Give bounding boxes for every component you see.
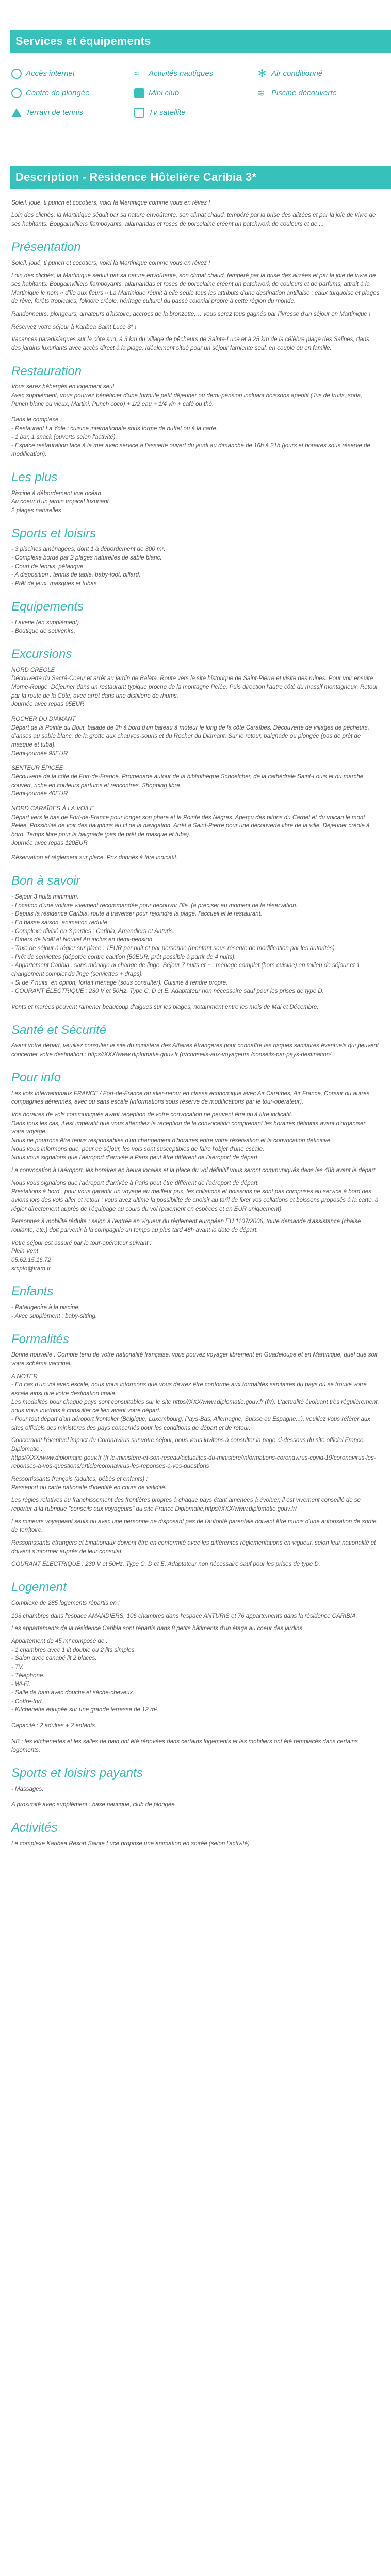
bonasavoir-line: - Taxe de séjour à régler sur place : 1EUR par nuit et par personne (montant sous réserve de modification par les autorités). (11, 945, 336, 952)
logement-line: - Wi-Fi. (11, 1681, 30, 1688)
logement-line: Appartement de 45 m² composé de : (11, 1638, 108, 1645)
amenity-label: Air conditionné (271, 69, 323, 78)
wave-icon: ≈ (134, 68, 139, 79)
spacer (11, 1793, 380, 1801)
plus-line: Piscine à débordement vue océan (11, 490, 101, 497)
sports-line: - Court de tennis, pétanque. (11, 563, 85, 570)
intro-line: Loin des clichés, la Martinique séduit par sa nature envoûtante, son climat chaud, tempéré par la brise des alizées et par la joie de vivre de ses habitants. Bougainvilliers flamboyants, allamandas et roses de porcelaine créent un patchwork de couleurs et de ... (11, 212, 376, 228)
restauration-line: - 1 bar, 1 snack (ouverts selon l'activité). (11, 434, 117, 440)
logement-line: - Salle de bain avec douche et sèche-cheveux. (11, 1689, 135, 1696)
excursion-price: Journée avec repas 120EUR (11, 840, 88, 846)
equipements-title: Equipements (11, 599, 84, 614)
logement-body (11, 1599, 380, 1755)
equipements-body (11, 619, 380, 636)
bonasavoir-body (11, 893, 380, 1012)
services-grid (11, 53, 380, 140)
diving-icon (11, 88, 22, 98)
amenity-label: Activités nautiques (149, 69, 214, 78)
equipements-line: - Laverie (en supplément). (11, 619, 81, 626)
payants-title: Sports et loisirs payants (11, 1766, 143, 1780)
formalites-body (11, 1351, 380, 1569)
formalites-para: - Pour tout départ d'un aéroport frontalier (Belgique, Luxembourg, Pays-Bas, Allemagne, Suisse ou Espagne...), veuillez vous référer aux sites officiels des ministères des pays concernés pour les conditions de départ et de retour. (11, 1416, 370, 1431)
info-body (11, 1090, 380, 1274)
plus-body (11, 489, 380, 515)
info-para: Personnes à mobilité réduite : selon à l'entrée en vigueur du règlement européen EU 1107/2006, toute demande d'assistance (chaise roulante, etc.) doit parvenir à la compagnie un temps au plus tard 48h avant la date de départ. (11, 1218, 361, 1234)
formalites-para: COURANT ÉLECTRIQUE : 230 V et 50Hz. Type C, D et E. Adaptateur non nécessaire sauf pour les prises de type D. (11, 1561, 320, 1568)
logement-line: - 1 chambres avec 1 lit double ou 2 lits simples. (11, 1647, 136, 1653)
formalites-para: Ressortissants français (adultes, bébés et enfants) : (11, 1476, 148, 1483)
excursion-text: Découverte de la côte de Fort-de-France. Promenade autour de la bibliothèque Schoelcher, de la cathédrale Saint-Louis et du marché couvert, riche en couleurs parfums et rencontres. Shopping libre. (11, 774, 364, 789)
excursion-block (11, 715, 380, 758)
sports-line: - Prêt de jeux, masques et tubas. (11, 581, 99, 587)
amenity-label: Terrain de tennis (26, 108, 84, 117)
presentation-para: Loin des clichés, la Martinique séduit par sa nature envoûtante, son climat chaud, tempéré par la brise des alizées et par la joie de vivre de ses habitants. Bougainvilliers flamboyants, allamandas et roses de porcelaine créent un patchwork de couleurs et de parfums, attrait à la Martinique le nom « d'île aux fleurs » La Martinique réunit à elle seule tous les attributs d'une destination antillaise : eaux turquoise et plages de rêve, forêts tropicales, folklore créole, héritage culturel du passé colonial propre à cette région du monde. (11, 273, 380, 305)
amenity-label: Tv satellite (149, 108, 186, 117)
amenity-tennis (11, 107, 134, 118)
excursion-name: NORD CARAÏBES À LA VOILE (11, 806, 94, 812)
presentation-para: Randonneurs, plongeurs, amateurs d'histoire, accrocs de la bronzette,… vous serez tous gagnés par l'ivresse d'un séjour en Martinique ! (11, 311, 371, 317)
services-row (11, 88, 380, 99)
formalites-para: Les modalités pour chaque pays sont consultables sur le site https//XXX/www.diplomatie.gouv.fr (fr/). L'actualité évoluant très régulièrement, nous vous invitons à consulter ce lien avant votre départ. (11, 1399, 379, 1414)
amenity-miniclub (134, 88, 257, 99)
spacer (11, 409, 380, 416)
enfants-body (11, 1303, 380, 1320)
info-para: Dans tous les cas, il est impératif que vous attendiez la réception de la convocation comprenant les horaires définitifs avant d'organiser votre voyage. (11, 1120, 366, 1136)
intro-line: Soleil, joué, ti punch et cocotiers, voici la Martinique comme vous en rêvez ! (11, 199, 210, 206)
plus-line: Au coeur d'un jardin tropical luxuriant (11, 499, 109, 505)
amenity-label: Piscine découverte (271, 88, 337, 97)
presentation-para: Réservez votre séjour à Karibea Saint Luce 3* ! (11, 324, 137, 330)
logement-line: 103 chambres dans l'espace AMANDIERS, 106 chambres dans l'espace ANTURIS et 76 appartements dans la résidence CARIBIA. (11, 1613, 357, 1619)
logement-line: Capacité : 2 adultes + 2 enfants. (11, 1722, 97, 1729)
spacer (11, 1715, 380, 1722)
formalites-para: - En cas d'un vol avec escale, nous vous informons que vous devrez être conforme aux formalités sanitaires du pays où se trouve votre escale ainsi que votre destination finale. (11, 1382, 367, 1397)
restauration-line: Vous serez hébergés en logement seul. (11, 384, 116, 391)
info-para: Nous ne pourrons être tenus responsables d'un changement d'horaires entre votre réservation et la convocation définitive. (11, 1137, 332, 1144)
tv-icon (134, 108, 144, 118)
enfants-line: - Pataugeoire à la piscine. (11, 1304, 80, 1311)
excursion-block (11, 805, 380, 848)
sports-line: - A disposition : tennis de table, baby-foot, billard. (11, 572, 141, 579)
excursion-text: Départ vers le bas de Fort-de-France pour longer son phare et la Pointe des Nègres. Aperçu des pitons du Carbet et du volcan le mont Pelée. Possibilité de voir des dauphins au fil de la navigation. Arrêt à Saint-Pierre pour une découverte libre de la ville. Déjeuner créole à bord. Temps libre pour la baignade (pas de prêt de masque et tuba). (11, 814, 370, 838)
sports-line: - 3 piscines aménagées, dont 1 à débordement de 300 m². (11, 546, 166, 553)
info-para: Prestations à bord : pour vous garantir un voyage au meilleur prix, les collations et boissons ne sont pas comprises au service à bord des avions lors des vols aller et retour ; vous avez ultime la possibilité de choisir au tarif de fixer vos collations et boissons proposés à la carte, à régler directement auprès de l'équipage au cours du vol (paiement en espèces et en EUR uniquement). (11, 1189, 379, 1212)
formalites-para: Concernant l'éventuel impact du Coronavirus sur votre séjour, nous vous invitons à consulter la page ci-dessous du site officiel France Diplomatie : (11, 1437, 364, 1453)
restauration-line: - Restaurant La Yole : cuisine internationale sous forme de buffet ou à la carte. (11, 426, 218, 432)
restauration-body (11, 383, 380, 459)
formalites-para: A NOTER (11, 1373, 38, 1380)
formalites-para: Les mineurs voyageant seuls ou avec une personne ne disposant pas de l'autorité parentale doivent être munis d'une autorisation de sortie de territoire. (11, 1518, 377, 1534)
wifi-icon (11, 69, 22, 79)
amenity-aircon (257, 68, 380, 79)
excursion-price: Demi-journée 95EUR (11, 750, 68, 757)
excursions-note: Réservation et règlement sur place. Prix donnés à titre indicatif. (11, 855, 178, 861)
bonasavoir-line: - Séjour 3 nuits minimum. (11, 893, 79, 900)
info-para: Votre séjour est assuré par le tour-opérateur suivant : (11, 1240, 152, 1246)
amenity-label: Accès internet (26, 69, 75, 78)
operator-email[interactable]: srcpto@tram.fr (11, 1265, 51, 1272)
bonasavoir-line: - COURANT ÉLECTRIQUE : 230 V et 50Hz. Type C, D et E. Adaptateur non nécessaire sauf pour les prises de type D. (11, 988, 324, 995)
amenity-diving (11, 88, 134, 99)
payants-line: A proximité avec supplément : base nautique, club de plongée. (11, 1802, 176, 1808)
bonasavoir-line: - Dîners de Noël et Nouvel An inclus en demi-pension. (11, 937, 154, 943)
operator-name: Plein Vent (11, 1248, 38, 1255)
bonasavoir-line: - En basse saison, animation réduite. (11, 919, 109, 926)
presentation-para: Soleil, joué, ti punch et cocotiers, voici la Martinique comme vous en rêvez ! (11, 260, 210, 266)
info-para: Nous vous informons que, pour ce séjour, les vols sont susceptibles de faire l'objet d'une escale. (11, 1146, 265, 1153)
bonasavoir-line: - Complexe divisé en 3 parties : Caribia, Amandiers et Anturis. (11, 928, 175, 935)
amenity-label: Centre de plongée (26, 88, 90, 97)
payants-line: - Massages. (11, 1786, 44, 1792)
activites-text: Le complexe Karibea Resort Sainte Luce propose une animation en soirée (selon l'activité). (11, 1840, 252, 1847)
amenity-label: Mini club (149, 88, 180, 97)
info-para: Nous vous signalons que l'aéroport d'arrivée à Paris peut être différent de l'aéroport de départ. (11, 1180, 259, 1187)
amenity-pool (257, 88, 380, 99)
pool-icon: ≋ (257, 88, 265, 98)
description-header: Description - Résidence Hôtelière Caribia 3* (10, 166, 391, 189)
logement-title: Logement (11, 1580, 67, 1595)
sports-body (11, 545, 380, 588)
enfants-line: - Avec supplément : baby-sitting. (11, 1313, 97, 1319)
bonasavoir-line: - Appartement Caribia : sans ménage ni change de linge. Séjour 7 nuits et + : ménage complet (hors cuisine) en milieu de séjour et 1 changement complet du linge (serviettes + draps). (11, 962, 360, 977)
excursions-body (11, 666, 380, 862)
spacer (11, 1731, 380, 1738)
operator-phone: 05.62.15.16.72 (11, 1257, 51, 1264)
bonasavoir-line: - Prêt de serviettes (dépotée contre caution (50EUR, prêt possible à partir de 4 nuits). (11, 954, 236, 960)
excursion-block (11, 764, 380, 799)
description-intro (11, 199, 380, 229)
activites-title: Activités (11, 1821, 58, 1835)
excursion-price: Journée avec repas 95EUR (11, 701, 85, 708)
bonasavoir-line: - Depuis la résidence Caribia, route à traverser pour rejoindre la plage, l'accueil et le restaurant. (11, 911, 263, 918)
info-para: Vos horaires de vols communiqués avant réception de votre convocation ne peuvent être qu'à titre indicatif. (11, 1111, 293, 1118)
sports-title: Sports et loisirs (11, 526, 96, 540)
excursion-name: ROCHER DU DIAMANT (11, 716, 76, 723)
amenity-tv (134, 107, 257, 118)
excursion-block (11, 666, 380, 709)
excursion-text: Découverte du Sacré-Coeur et arrêt au jardin de Balata. Route vers le site historique de Saint-Pierre et visite des ruines. Pour voir ensuite Morne-Rouge. Déjeuner dans un restaurant typique proche de la montagne Pelée. Puis direction l'autre côté du massif montagneux. Retour par la route de la Côte, avec arrêt dans une distillerie de rhums. (11, 675, 378, 699)
info-title: Pour info (11, 1070, 61, 1084)
logement-line: Les appartements de la résidence Caribia sont répartis dans 8 petits bâtiments d'un étage au coeur des jardins. (11, 1625, 304, 1632)
amenity-internet (11, 68, 134, 79)
snowflake-icon: ✻ (257, 67, 267, 79)
logement-line: - TV. (11, 1664, 24, 1670)
sante-title: Santé et Sécurité (11, 1023, 107, 1037)
info-para: La convocation à l'aéroport, les horaires en heure locales et la place du vol définitif vous seront communiqués dans les 48h avant le départ. (11, 1167, 377, 1174)
excursion-name: NORD CRÉOLE (11, 667, 55, 673)
restauration-title: Restauration (11, 364, 82, 378)
presentation-title: Présentation (11, 240, 81, 254)
equipements-line: - Boutique de souvenirs. (11, 628, 76, 635)
formalites-para: https//XXX/www.diplomatie.gouv.fr (fr le-ministere-et-son-reseau/actualites-du-ministere/informations-coronavirus-covid-19/coronavirus-les-reponses-a-vos-questions/article/coronavirus-les-reponses-a-vos-questions (11, 1454, 376, 1470)
logement-line: Complexe de 285 logements répartis en : (11, 1600, 120, 1606)
logement-line: - Salon avec canapé lit 2 places. (11, 1655, 97, 1662)
amenity-empty (257, 107, 380, 118)
payants-body (11, 1785, 380, 1809)
formalites-para: Bonne nouvelle : Compte tenu de votre nationalité française, vous pouvez voyager librement en Guadeloupe et en Martinique, quel que soit votre schéma vaccinal. (11, 1352, 378, 1367)
excursion-price: Demi-journée 40EUR (11, 791, 68, 798)
restauration-line: - Espace restauration face à la mer avec service à l'assiette ouvert du jeudi au dimanche de 16h à 21h (jours et horaires sous réserve de modification). (11, 443, 370, 458)
formalites-para: Les règles relatives au franchissement des frontières propres à chaque pays étant amenées à évoluer, il est vivement conseillé de se reporter à la rubrique "conseils aux voyageurs" du site France Diplomatie,https//XXX/www.diplomatie.gouv.fr/ (11, 1497, 361, 1513)
presentation-body (11, 259, 380, 353)
spacer (11, 996, 380, 1003)
excursion-text: Départ de la Pointe du Bout, balade de 3h à bord d'un bateau à moteur le long de la côte Caraïbes. Découverte de villages de pêcheurs, d'anses au sable blanc, de la grotte aux chauves-souris et du Rocher du Diamant. Sur le retour, baignade ou plongée (pas de prêt de masque et tuba). (11, 724, 369, 749)
logement-line: - Coffre-fort. (11, 1698, 43, 1705)
logement-line: - Téléphone. (11, 1672, 45, 1679)
formalites-para: Ressortissants étrangers et binationaux doivent être en conformité avec les différentes réglementations en vigueur, selon leur nationalité et doivent s'informer auprès de leur consulat. (11, 1540, 376, 1555)
sante-text: Avant votre départ, veuillez consulter le site du ministère des Affaires étrangères pour connaître les risques sanitaires éventuels qui peuvent concerner votre destination : https//XXX/www.diplomatie.gouv.fr (fr/conseils-aux-voyageurs /conseils-par-pays-destination/ (11, 1043, 379, 1058)
plus-title: Les plus (11, 470, 58, 484)
bonasavoir-line: - Si de 7 nuits, en option, forfait ménage (sous consulter). Cuisine à rendre propre. (11, 979, 228, 986)
info-para: Les vols internationaux FRANCE / Fort-de-France ou aller-retour en classe économique avec Air Caraïbes, Air France, Corsair ou autres compagnies aériennes, avec ou sans escale (informations sous réserve de modifications par le tour-opérateur). (11, 1090, 370, 1106)
logement-line: - Kitchenette équipée sur une grande terrasse de 12 m². (11, 1707, 159, 1714)
page (0, 30, 391, 1849)
services-row (11, 107, 380, 118)
logement-line: NB : les kitchenettes et les salles de bain ont été rénovées dans certains logements et les mobiliers ont été remplacés dans certains logements. (11, 1738, 358, 1754)
services-header: Services et équipements (10, 30, 391, 53)
bonasavoir-title: Bon à savoir (11, 874, 80, 888)
bonasavoir-line: - Location d'une voiture vivement recommandée pour découvrir l'île. (à préciser au moment de la réservation. (11, 902, 298, 909)
kids-icon (134, 88, 144, 98)
tennis-icon (11, 108, 22, 117)
sports-line: - Complexe bordé par 2 plages naturelles de sable blanc. (11, 555, 162, 562)
restauration-line: Dans le complexe : (11, 417, 62, 423)
presentation-para: Vacances paradisiaques sur la côte sud, à 3 km du village de pêcheurs de Sainte-Luce et à 25 km de la célèbre plage des Salines, dans des jardins luxuriants avec accès direct à la plage. Idéalement situé pour un séjour farniente seul, en couple ou en famille. (11, 336, 369, 351)
restauration-line: Avec supplément, vous pourrez bénéficier d'une formule petit déjeuner ou demi-pension incluant boissons aperitif (Jus de fruits, soda, Punch blanc ou vieux, Martini, Punch coco) + 1/2 eau + 1/4 vin + café ou thé. (11, 393, 363, 408)
excursion-name: SENTEUR ÉPICÉE (11, 765, 63, 772)
bonasavoir-line: Vents et marées peuvent ramener beaucoup d'algues sur les plages, notamment entre les mois de Mai et Décembre. (11, 1004, 319, 1011)
services-row (11, 68, 380, 79)
info-para: Nous vous signalons que l'aéroport d'arrivée à Paris peut être différent de l'aéroport de départ. (11, 1155, 259, 1161)
plus-line: 2 plages naturelles (11, 507, 61, 514)
formalites-title: Formalités (11, 1332, 70, 1346)
amenity-nautical (134, 68, 257, 79)
enfants-title: Enfants (11, 1284, 54, 1299)
excursions-title: Excursions (11, 647, 72, 661)
formalites-para: Passeport ou carte nationale d'identité en cours de validité. (11, 1484, 167, 1491)
